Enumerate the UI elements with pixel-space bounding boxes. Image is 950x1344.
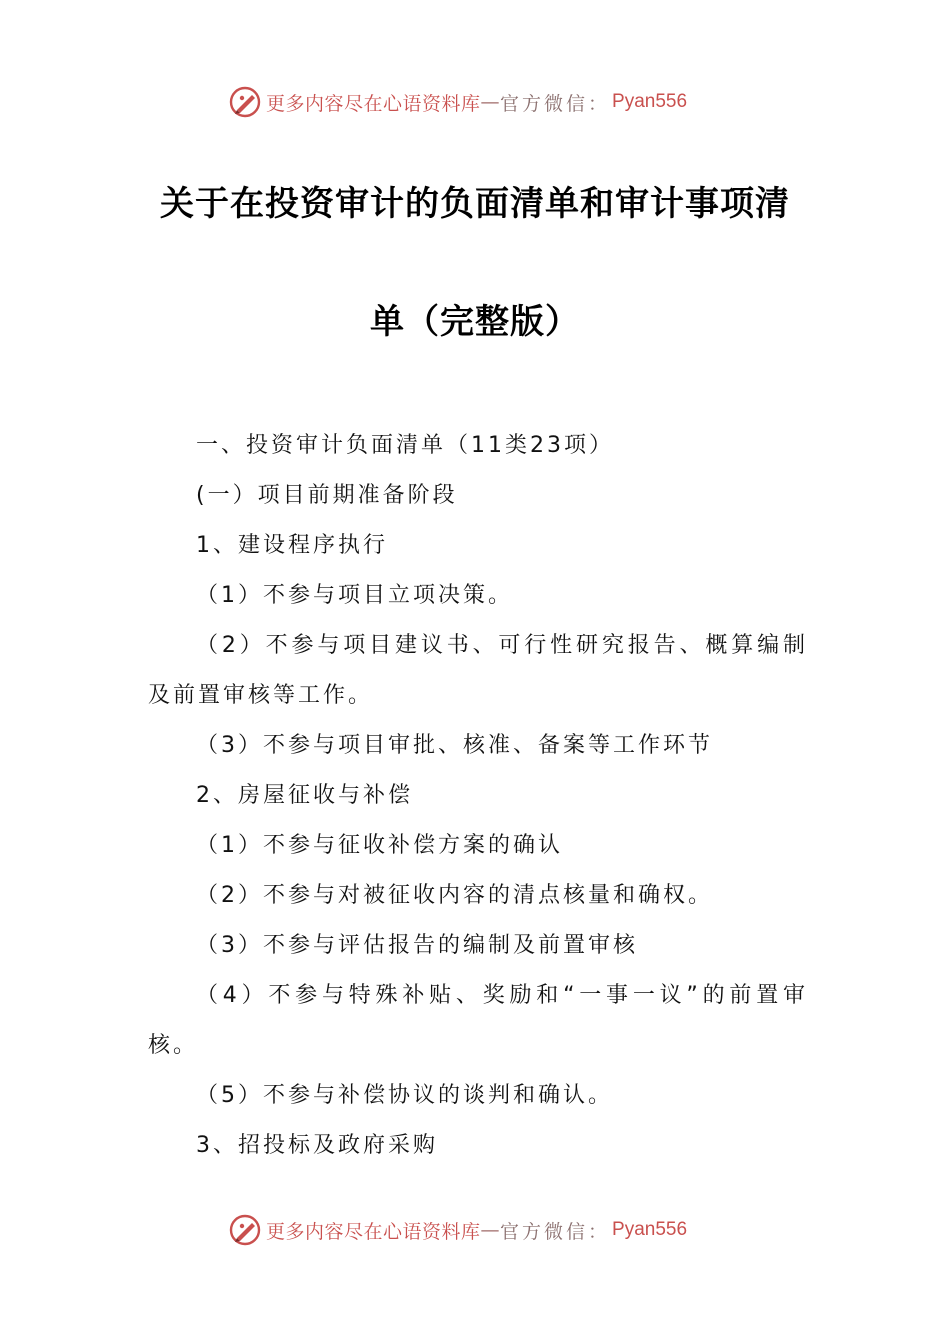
watermark-dash: — <box>480 1219 501 1241</box>
section-heading: 一、投资审计负面清单（11类23项） <box>196 433 614 458</box>
list-item: （2）不参与项目建议书、可行性研究报告、概算编制及前置审核等工作。 <box>148 633 808 708</box>
list-item: （3）不参与评估报告的编制及前置审核 <box>196 933 638 958</box>
watermark-wechat-id: Pyan556 <box>612 1219 688 1240</box>
document-title-line-2: 单（完整版） <box>370 302 580 342</box>
list-item: （1）不参与项目立项决策。 <box>196 583 513 608</box>
watermark-dash: — <box>480 91 501 113</box>
list-item: （5）不参与补偿协议的谈判和确认。 <box>196 1083 613 1108</box>
watermark-wechat-id: Pyan556 <box>612 91 688 112</box>
list-item: （3）不参与项目审批、核准、备案等工作环节 <box>196 733 713 758</box>
watermark-wechat-label: 官方微信： <box>500 1220 611 1243</box>
subsection-heading: (一）项目前期准备阶段 <box>196 483 458 508</box>
list-item: （2）不参与对被征收内容的清点核量和确权。 <box>196 883 713 908</box>
footer-watermark <box>228 1210 687 1250</box>
watermark-text: 更多内容尽在心语资料库 <box>266 92 481 115</box>
list-item: （4）不参与特殊补贴、奖励和“一事一议”的前置审核。 <box>148 983 808 1058</box>
pen-logo-icon <box>228 85 262 119</box>
item-heading: 2、房屋征收与补偿 <box>196 783 413 808</box>
list-item: （1）不参与征收补偿方案的确认 <box>196 833 563 858</box>
document-title-line-1: 关于在投资审计的负面清单和审计事项清 <box>160 184 790 224</box>
item-heading: 1、建设程序执行 <box>196 533 388 558</box>
pen-logo-icon <box>228 1213 262 1247</box>
watermark-wechat-label: 官方微信： <box>500 92 611 115</box>
watermark-text: 更多内容尽在心语资料库 <box>266 1220 481 1243</box>
item-heading: 3、招投标及政府采购 <box>196 1133 438 1158</box>
header-watermark <box>228 82 687 122</box>
